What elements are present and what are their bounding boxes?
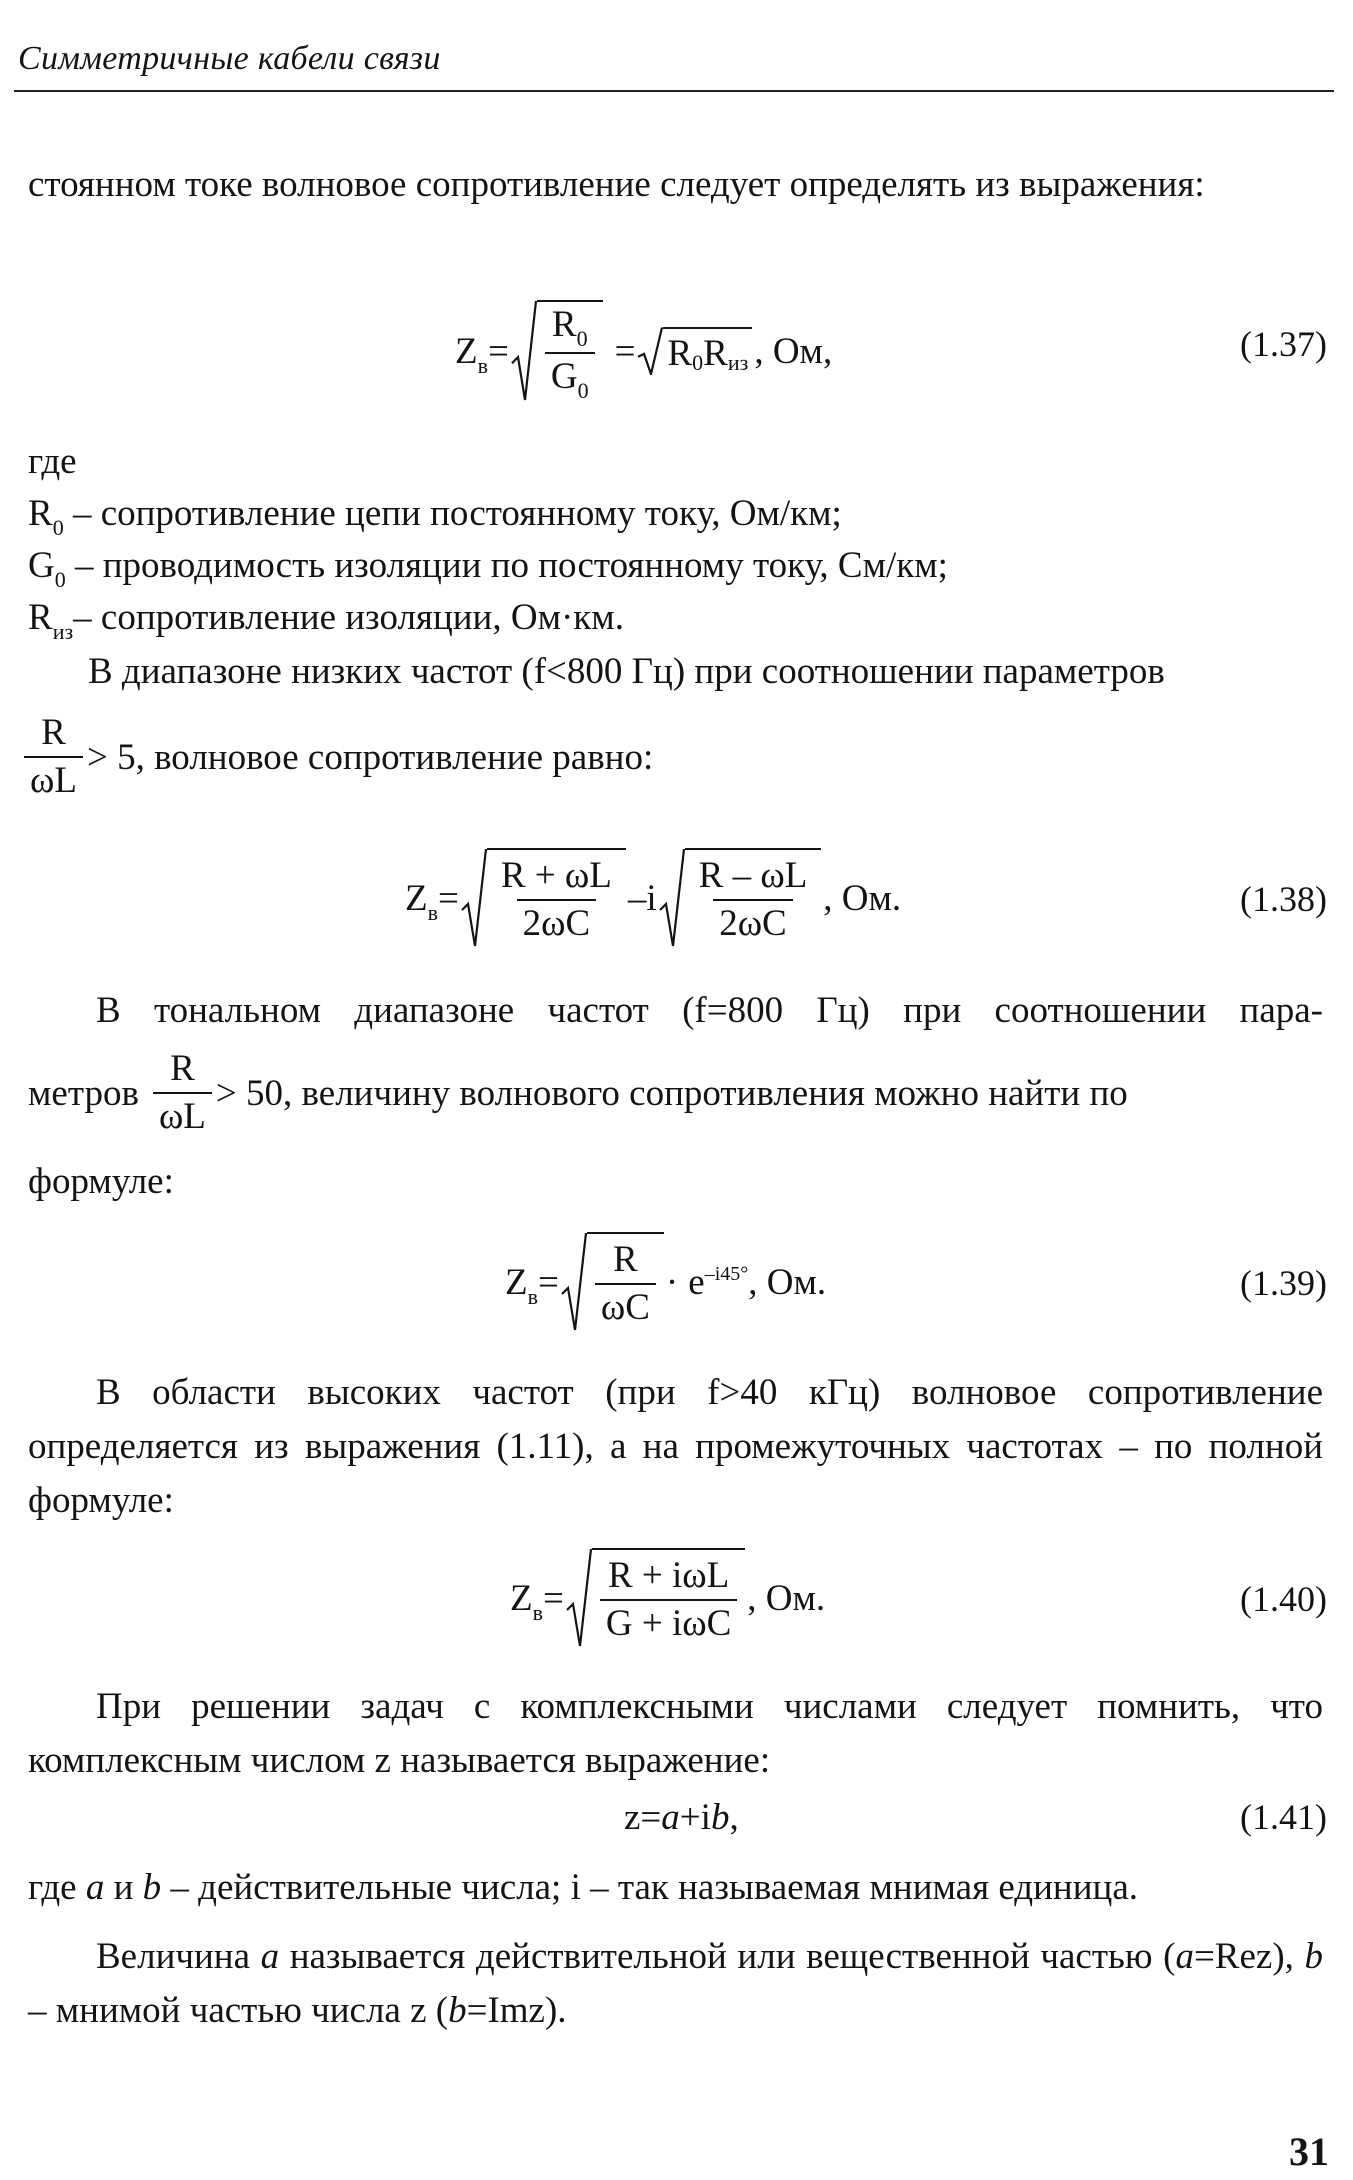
- paragraph-2-line-1: В диапазоне низких частот (f<800 Гц) при соотношении параметров: [88, 651, 1165, 692]
- equation-number-1-39: (1.39): [1240, 1263, 1327, 1303]
- equation-number-1-37: (1.37): [1240, 324, 1327, 364]
- paragraph-4: В области высоких частот (при f>40 кГц) волновое сопротивление определяется из выражения (1.11), а на промежуточных частотах – по полной формуле:: [28, 1372, 1323, 1521]
- where-label: где: [28, 441, 77, 482]
- paragraph-7: Величина a называется действительной или вещественной частью (a=Rez), b – мнимой частью числа z (b=Imz).: [28, 1936, 1323, 2031]
- eq37-lhs: $Z_в=$: [455, 330, 509, 378]
- definition-g0: $G_0$ – проводимость изоляции по постоянному току, См/км;: [28, 545, 948, 592]
- equation-1-40: $Z_в=$ $\frac{\text{R + iωL}}{\text{G + iωC}}$ , Ом.: [510, 1548, 825, 1648]
- paragraph-3-line-3: формуле:: [28, 1161, 174, 1202]
- eq39-exponential: $e^{-i45^\circ}$: [688, 1261, 749, 1303]
- paragraph-6: где a и b – действительные числа; i – так называемая мнимая единица.: [28, 1867, 1139, 1908]
- page-number: 31: [1289, 2129, 1329, 2174]
- eq39-radical: $\frac{R}{\omega C}$: [561, 1232, 664, 1332]
- definition-riz: $R_{из}-$ сопротивление изоляции, Ом·км.: [28, 597, 624, 644]
- header-rule: [14, 90, 1334, 92]
- paragraph-3-line-1: В тональном диапазоне частот (f=800 Гц) при соотношении пара-: [96, 990, 1323, 1031]
- eq38-radical-2: $\frac{R - \omega L}{2\omega C}$: [659, 848, 822, 948]
- equation-1-41: z=a+ib,: [624, 1797, 739, 1838]
- paragraph-3-condition-line: метров $\frac{R}{\omega L}$ > 50 , величину волнового сопротивления можно найти по: [28, 1048, 1128, 1137]
- eq38-radical-1: $\frac{R + \omega L}{2\omega C}$: [461, 848, 626, 948]
- paragraph-2-condition: $\frac{R}{\omega L}$ > 5 , волновое сопротивление равно:: [20, 712, 653, 802]
- paragraph-5: При решении задач с комплексными числами следует помнить, что комплексным числом z называется выражение:: [28, 1686, 1323, 1781]
- equation-number-1-38: (1.38): [1240, 879, 1327, 919]
- eq37-fraction: $\frac{R_0}{G_0}$: [545, 304, 595, 402]
- equation-1-39: $Z_в=$ $\frac{R}{\omega C}$ · $e^{-i45^\circ}$ , Ом.: [505, 1232, 826, 1332]
- equation-number-1-40: (1.40): [1240, 1579, 1327, 1619]
- eq39-lhs: $Z_в=$: [505, 1261, 559, 1309]
- eq40-lhs: $Z_в=$: [510, 1577, 564, 1625]
- running-header: Симметричные кабели связи: [18, 40, 441, 77]
- eq40-radical: $\frac{\text{R + iωL}}{\text{G + iωC}}$: [566, 1548, 745, 1648]
- definition-r0: $R_0$ – сопротивление цепи постоянному току, Ом/км;: [28, 493, 842, 540]
- equation-1-38: $Z_в=$ $\frac{R + \omega L}{2\omega C}$ –i $\frac{R - \omega L}{2\omega C}$ , Ом.: [405, 848, 901, 948]
- eq37-radical-2: R 0 R из: [637, 327, 752, 375]
- paragraph-1: стоянном токе волновое сопротивление следует определять из выражения:: [28, 164, 1205, 205]
- eq38-lhs: $Z_в=$: [405, 877, 459, 925]
- equation-number-1-41: (1.41): [1240, 1797, 1327, 1837]
- eq37-radical-1: [511, 300, 603, 402]
- equation-1-37: $Z_в=$ $\frac{R_0}{G_0}$ = R 0 R из , Ом,: [455, 300, 832, 402]
